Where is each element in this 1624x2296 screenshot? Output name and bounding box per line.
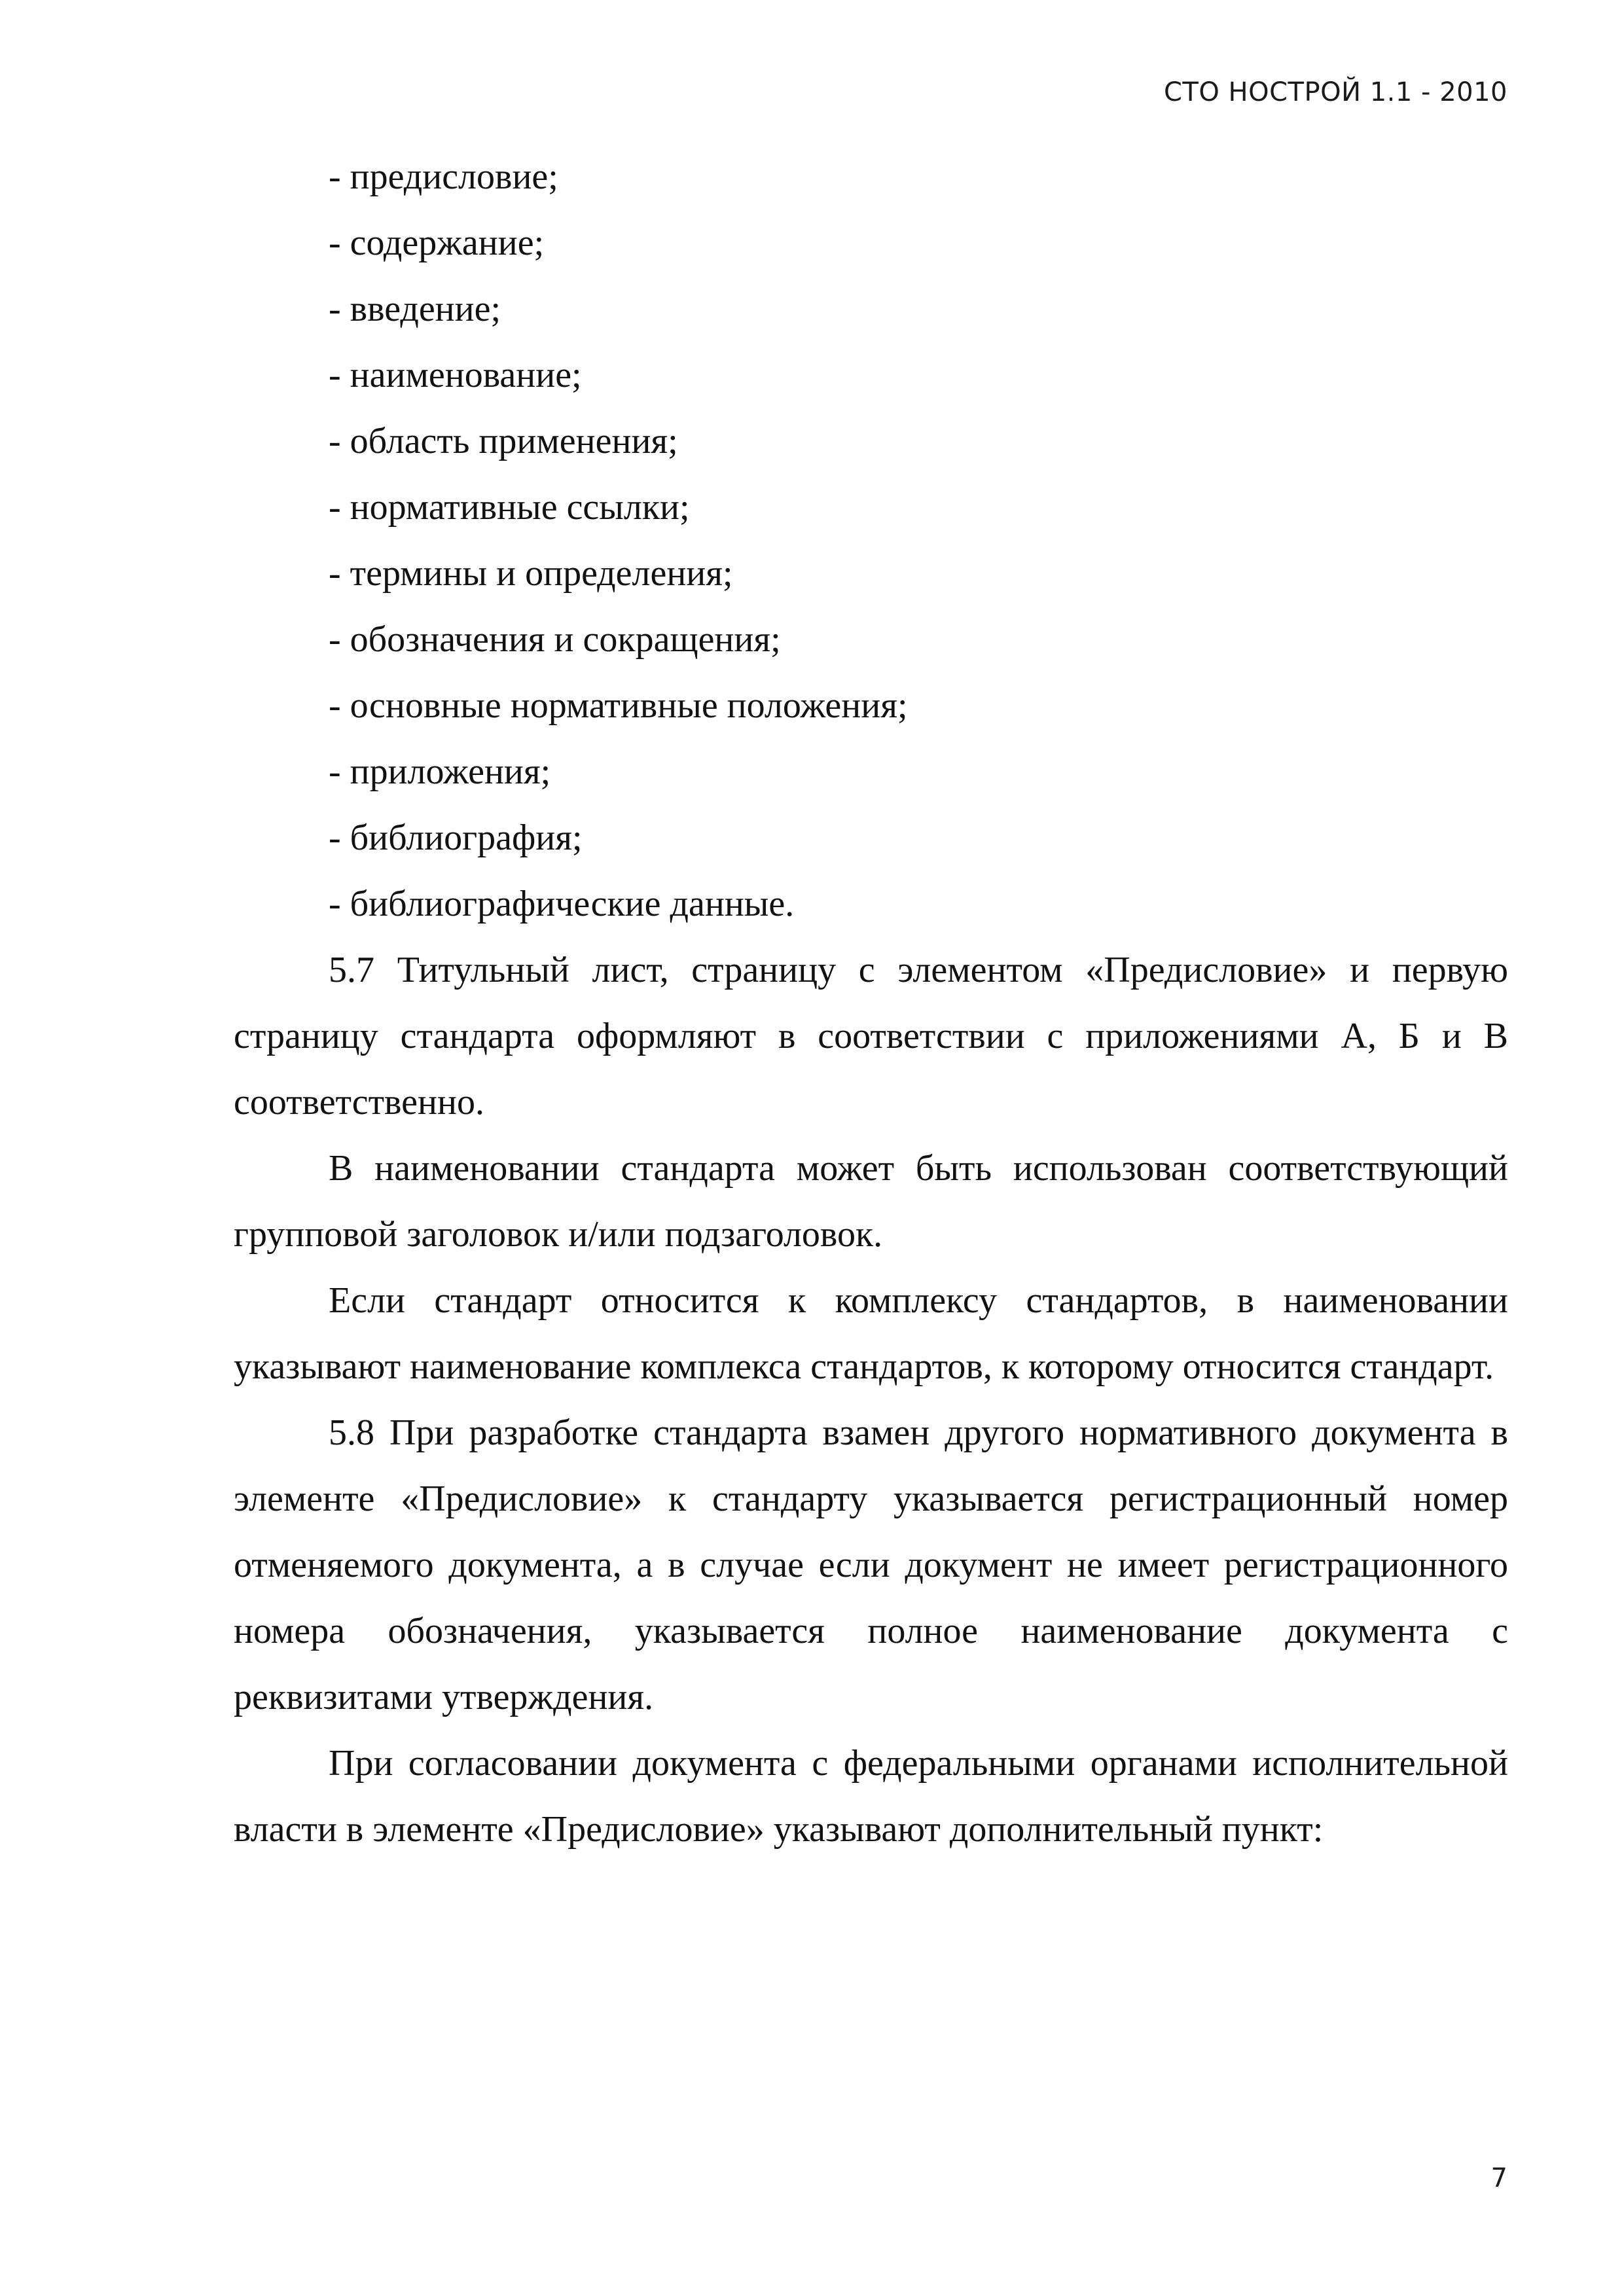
list-item: - нормативные ссылки; (329, 487, 690, 528)
document-body (234, 144, 1508, 1863)
paragraph-standards-complex: Если стандарт относится к комплексу стандартов, в наименовании указывают наименование комплекса стандартов, к которому относится стандарт. (234, 1280, 1508, 1387)
paragraph-5-8: 5.8 При разработке стандарта взамен другого нормативного документа в элементе «Предисловие» к стандарту указывается регистрационный номер отменяемого документа, а в случае если документ не имеет регистрационного номера обозначения, указывается полное наименование документа с реквизитами утверждения. (234, 1412, 1508, 1717)
paragraph-federal-agreement: При согласовании документа с федеральными органами исполнительной власти в элементе «Предисловие» указывают дополнительный пункт: (234, 1743, 1508, 1850)
list-item: - библиографические данные. (329, 884, 795, 924)
paragraph-5-7: 5.7 Титульный лист, страницу с элементом «Предисловие» и первую страницу стандарта оформляют в соответствии с приложениями А, Б и В соответственно. (234, 950, 1508, 1122)
list-item: - термины и определения; (329, 553, 733, 594)
document-code-header: СТО НОСТРОЙ 1.1 - 2010 (1163, 77, 1507, 107)
list-item: - наименование; (329, 355, 582, 395)
page-number: 7 (1490, 2163, 1507, 2193)
list-item: - библиография; (329, 817, 583, 858)
list-item: - содержание; (329, 223, 545, 263)
list-item: - обозначения и сокращения; (329, 619, 781, 660)
list-item: - предисловие; (329, 156, 558, 197)
paragraph-group-heading: В наименовании стандарта может быть использован соответствующий групповой заголовок и/или подзаголовок. (234, 1148, 1508, 1255)
list-item: - приложения; (329, 751, 551, 792)
list-item: - область применения; (329, 421, 678, 461)
list-item: - введение; (329, 289, 501, 329)
list-item: - основные нормативные положения; (329, 685, 908, 726)
structure-elements-list (234, 144, 1508, 937)
